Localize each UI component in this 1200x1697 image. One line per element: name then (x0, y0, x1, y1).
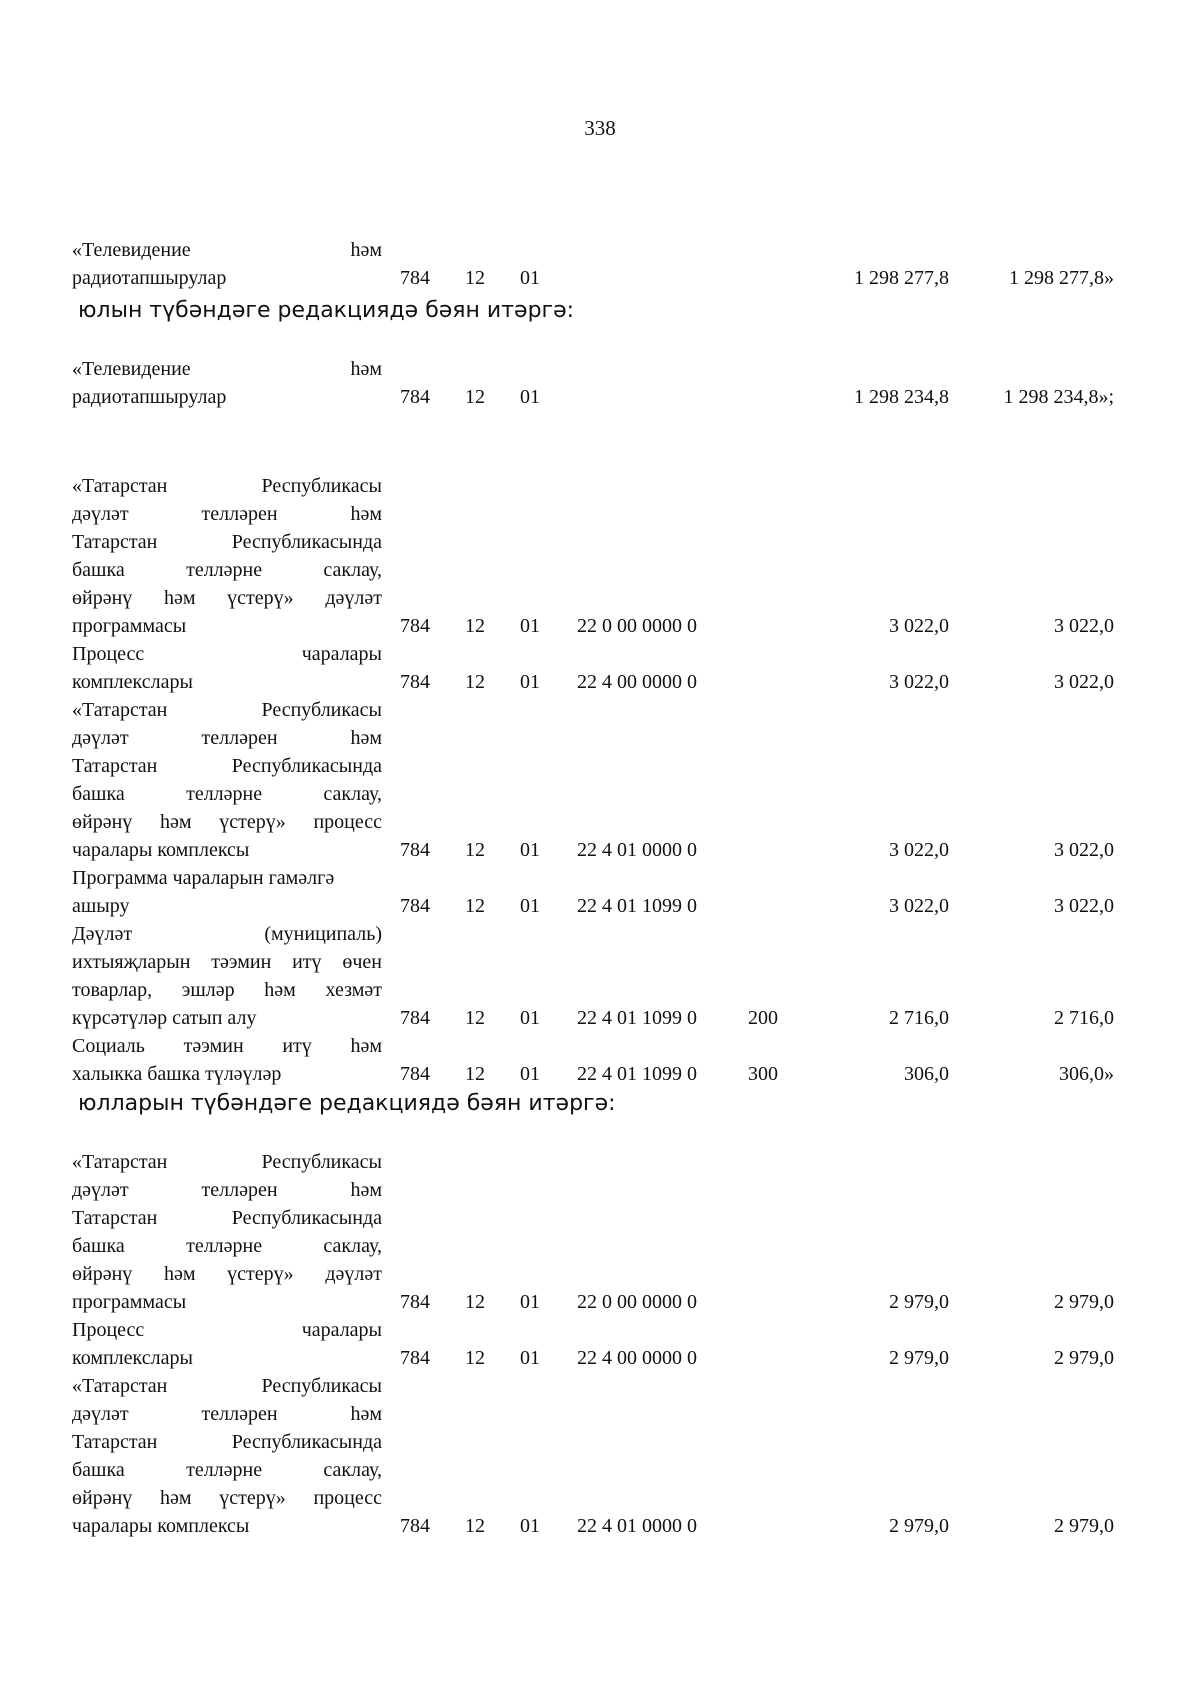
description-line: Программа чараларын гамәлгә (72, 867, 335, 889)
row-description (72, 1148, 382, 1316)
description-line: өйрәнү һәм үстерү» дәүләт (72, 1263, 382, 1285)
description-line: күрсәтүләр сатып алу (72, 1007, 257, 1029)
target-article-code: 22 4 01 1099 0 (577, 1063, 697, 1085)
expense-type-code: 300 (748, 1063, 778, 1085)
ministry-code: 784 (400, 267, 430, 289)
amount-year-2: 2 979,0 (1054, 1515, 1114, 1537)
description-line: чаралары комплексы (72, 1515, 250, 1537)
description-line: товарлар, эшләр һәм хезмәт (72, 979, 382, 1001)
row-description (72, 696, 382, 864)
description-line: «Телевидение һәм (72, 239, 382, 261)
description-line: Дәүләт (муниципаль) (72, 923, 382, 945)
ministry-code: 784 (400, 1515, 430, 1537)
ministry-code: 784 (400, 386, 430, 408)
row-description (72, 640, 382, 696)
description-line: Татарстан Республикасында (72, 1207, 382, 1229)
description-line: комплекслары (72, 671, 193, 693)
ministry-code: 784 (400, 895, 430, 917)
subsection-code: 01 (520, 615, 540, 637)
expense-type-code: 200 (748, 1007, 778, 1029)
description-line: комплекслары (72, 1347, 193, 1369)
subsection-code: 01 (520, 1347, 540, 1369)
description-line: радиотапшырулар (72, 267, 227, 289)
target-article-code: 22 4 01 1099 0 (577, 895, 697, 917)
target-article-code: 22 4 01 1099 0 (577, 1007, 697, 1029)
amount-year-2: 306,0» (1059, 1063, 1114, 1085)
ministry-code: 784 (400, 1007, 430, 1029)
amount-year-1: 306,0 (904, 1063, 949, 1085)
row-description (72, 864, 382, 920)
description-line: «Телевидение һәм (72, 358, 382, 380)
description-line: өйрәнү һәм үстерү» процесс (72, 811, 382, 833)
section-code: 12 (465, 1007, 485, 1029)
ministry-code: 784 (400, 671, 430, 693)
target-article-code: 22 4 00 0000 0 (577, 1347, 697, 1369)
ministry-code: 784 (400, 1291, 430, 1313)
amount-year-2: 3 022,0 (1054, 671, 1114, 693)
description-line: Татарстан Республикасында (72, 1431, 382, 1453)
page-number: 338 (584, 116, 616, 140)
subsection-code: 01 (520, 1291, 540, 1313)
description-line: ихтыяҗларын тәэмин итү өчен (72, 951, 382, 973)
instruction-text: юлын түбәндәге редакциядә бәян итәргә: (78, 298, 575, 323)
ministry-code: 784 (400, 839, 430, 861)
section-code: 12 (465, 615, 485, 637)
description-line: Процесс чаралары (72, 643, 382, 665)
row-description (72, 1032, 382, 1088)
section-code: 12 (465, 1515, 485, 1537)
amount-year-2: 2 979,0 (1054, 1291, 1114, 1313)
description-line: өйрәнү һәм үстерү» процесс (72, 1487, 382, 1509)
amount-year-1: 3 022,0 (889, 839, 949, 861)
instruction-text: юлларын түбәндәге редакциядә бәян итәргә: (78, 1091, 616, 1116)
target-article-code: 22 4 00 0000 0 (577, 671, 697, 693)
amount-year-1: 3 022,0 (889, 895, 949, 917)
subsection-code: 01 (520, 839, 540, 861)
description-line: халыкка башка түләүләр (72, 1063, 282, 1085)
amount-year-1: 2 979,0 (889, 1347, 949, 1369)
amount-year-1: 2 979,0 (889, 1515, 949, 1537)
description-line: башка телләрне саклау, (72, 559, 382, 581)
description-line: дәүләт телләрен һәм (72, 1179, 382, 1201)
section-code: 12 (465, 671, 485, 693)
section-code: 12 (465, 386, 485, 408)
subsection-code: 01 (520, 1007, 540, 1029)
description-line: «Татарстан Республикасы (72, 1375, 382, 1397)
description-line: башка телләрне саклау, (72, 1459, 382, 1481)
description-line: «Татарстан Республикасы (72, 1151, 382, 1173)
amount-year-1: 3 022,0 (889, 615, 949, 637)
amount-year-2: 1 298 234,8»; (1003, 386, 1114, 408)
description-line: башка телләрне саклау, (72, 783, 382, 805)
ministry-code: 784 (400, 615, 430, 637)
description-line: Татарстан Республикасында (72, 531, 382, 553)
amount-year-1: 2 716,0 (889, 1007, 949, 1029)
section-code: 12 (465, 1063, 485, 1085)
description-line: программасы (72, 1291, 187, 1313)
subsection-code: 01 (520, 386, 540, 408)
section-code: 12 (465, 895, 485, 917)
subsection-code: 01 (520, 1515, 540, 1537)
subsection-code: 01 (520, 671, 540, 693)
target-article-code: 22 0 00 0000 0 (577, 1291, 697, 1313)
subsection-code: 01 (520, 267, 540, 289)
row-description (72, 1372, 382, 1540)
row-description (72, 355, 382, 411)
subsection-code: 01 (520, 895, 540, 917)
row-description (72, 472, 382, 640)
target-article-code: 22 0 00 0000 0 (577, 615, 697, 637)
amount-year-2: 3 022,0 (1054, 615, 1114, 637)
amount-year-2: 2 716,0 (1054, 1007, 1114, 1029)
description-line: Социаль тәэмин итү һәм (72, 1035, 382, 1057)
description-line: «Татарстан Республикасы (72, 699, 382, 721)
amount-year-2: 3 022,0 (1054, 839, 1114, 861)
section-code: 12 (465, 1291, 485, 1313)
description-line: Татарстан Республикасында (72, 755, 382, 777)
amount-year-1: 2 979,0 (889, 1291, 949, 1313)
ministry-code: 784 (400, 1347, 430, 1369)
amount-year-1: 3 022,0 (889, 671, 949, 693)
description-line: «Татарстан Республикасы (72, 475, 382, 497)
target-article-code: 22 4 01 0000 0 (577, 1515, 697, 1537)
description-line: дәүләт телләрен һәм (72, 727, 382, 749)
description-line: радиотапшырулар (72, 386, 227, 408)
subsection-code: 01 (520, 1063, 540, 1085)
description-line: дәүләт телләрен һәм (72, 503, 382, 525)
description-line: Процесс чаралары (72, 1319, 382, 1341)
row-description (72, 236, 382, 292)
amount-year-1: 1 298 277,8 (854, 267, 949, 289)
amount-year-2: 3 022,0 (1054, 895, 1114, 917)
amount-year-1: 1 298 234,8 (854, 386, 949, 408)
description-line: программасы (72, 615, 187, 637)
section-code: 12 (465, 267, 485, 289)
section-code: 12 (465, 839, 485, 861)
description-line: өйрәнү һәм үстерү» дәүләт (72, 587, 382, 609)
section-code: 12 (465, 1347, 485, 1369)
row-description (72, 920, 382, 1032)
description-line: башка телләрне саклау, (72, 1235, 382, 1257)
target-article-code: 22 4 01 0000 0 (577, 839, 697, 861)
amount-year-2: 1 298 277,8» (1009, 267, 1114, 289)
row-description (72, 1316, 382, 1372)
ministry-code: 784 (400, 1063, 430, 1085)
amount-year-2: 2 979,0 (1054, 1347, 1114, 1369)
description-line: чаралары комплексы (72, 839, 250, 861)
description-line: дәүләт телләрен һәм (72, 1403, 382, 1425)
description-line: ашыру (72, 895, 130, 917)
